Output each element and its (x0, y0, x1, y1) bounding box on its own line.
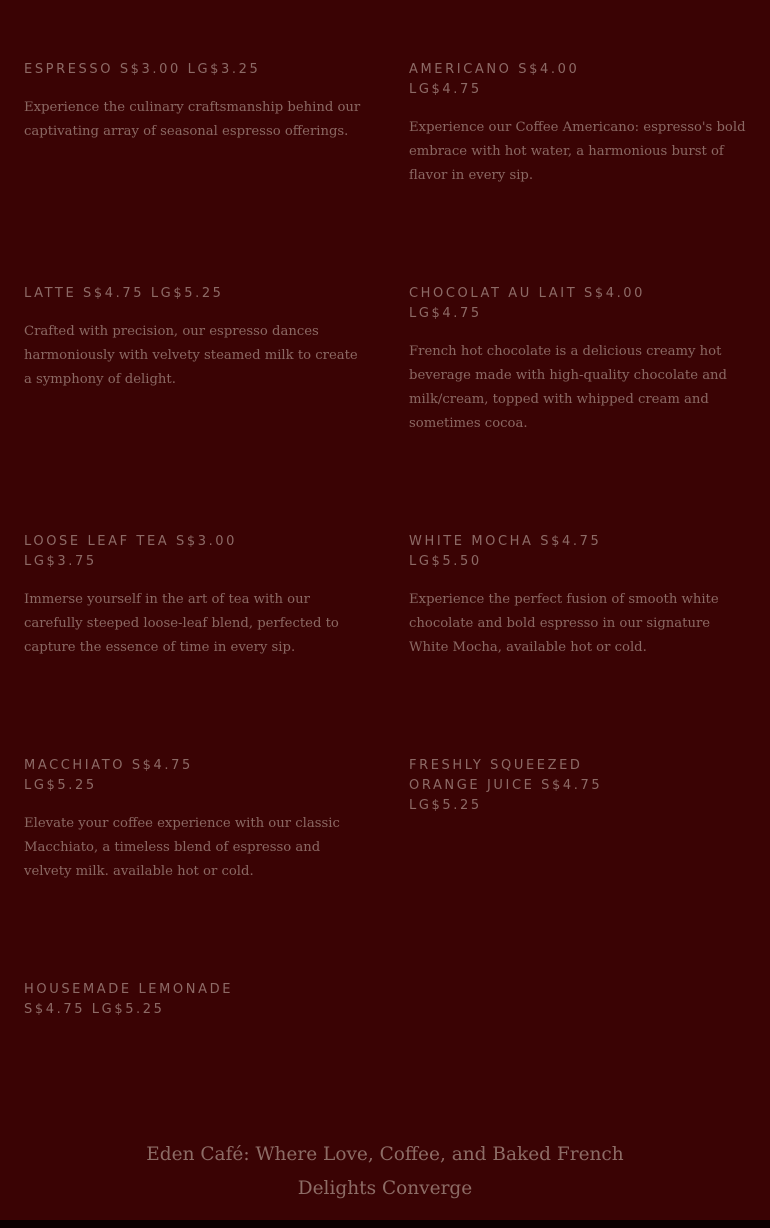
menu-item-americano (409, 60, 749, 188)
menu-item-description: Immerse yourself in the art of tea with our carefully steeped loose-leaf blend, perfected to capture the essence of time in every sip. (24, 592, 339, 655)
menu-item-title: HOUSEMADE LEMONADE S$4.75 LG$5.25 (24, 982, 234, 1017)
menu-item-title: LATTE S$4.75 LG$5.25 (24, 286, 224, 301)
menu-item-title: MACCHIATO S$4.75 LG$5.25 (24, 758, 193, 793)
page-bottom-edge (0, 1220, 770, 1228)
menu-item-espresso (24, 60, 364, 144)
menu-item-description: Crafted with precision, our espresso dances harmoniously with velvety steamed milk to create a symphony of delight. (24, 324, 358, 387)
menu-item-description: Experience our Coffee Americano: espresso's bold embrace with hot water, a harmonious burst of flavor in every sip. (409, 120, 746, 183)
menu-item-title: LOOSE LEAF TEA S$3.00 LG$3.75 (24, 534, 238, 569)
menu-item-latte (24, 284, 364, 392)
menu-item-loose-leaf-tea (24, 532, 364, 660)
menu-item-description: Experience the culinary craftsmanship behind our captivating array of seasonal espresso offerings. (24, 100, 361, 139)
menu-item-housemade-lemonade (24, 980, 364, 1020)
menu-item-chocolat-au-lait (409, 284, 749, 436)
menu-item-title: ESPRESSO S$3.00 LG$3.25 (24, 62, 261, 77)
menu-item-title: AMERICANO S$4.00 LG$4.75 (409, 62, 580, 97)
menu-item-white-mocha (409, 532, 749, 660)
menu-item-macchiato (24, 756, 364, 884)
menu-item-description: Experience the perfect fusion of smooth white chocolate and bold espresso in our signature White Mocha, available hot or cold. (409, 592, 719, 655)
menu-item-orange-juice (409, 756, 749, 816)
footer-tagline: Eden Café: Where Love, Coffee, and Baked French Delights Converge (146, 1144, 624, 1199)
menu-item-title: WHITE MOCHA S$4.75 LG$5.50 (409, 534, 602, 569)
menu-item-title: FRESHLY SQUEEZED ORANGE JUICE S$4.75 LG$5.25 (409, 758, 603, 813)
menu-item-description: French hot chocolate is a delicious creamy hot beverage made with high-quality chocolate and milk/cream, topped with whipped cream and sometimes cocoa. (409, 344, 727, 431)
menu-item-description: Elevate your coffee experience with our classic Macchiato, a timeless blend of espresso and velvety milk. available hot or cold. (24, 816, 340, 879)
menu-item-title: CHOCOLAT AU LAIT S$4.00 LG$4.75 (409, 286, 646, 321)
